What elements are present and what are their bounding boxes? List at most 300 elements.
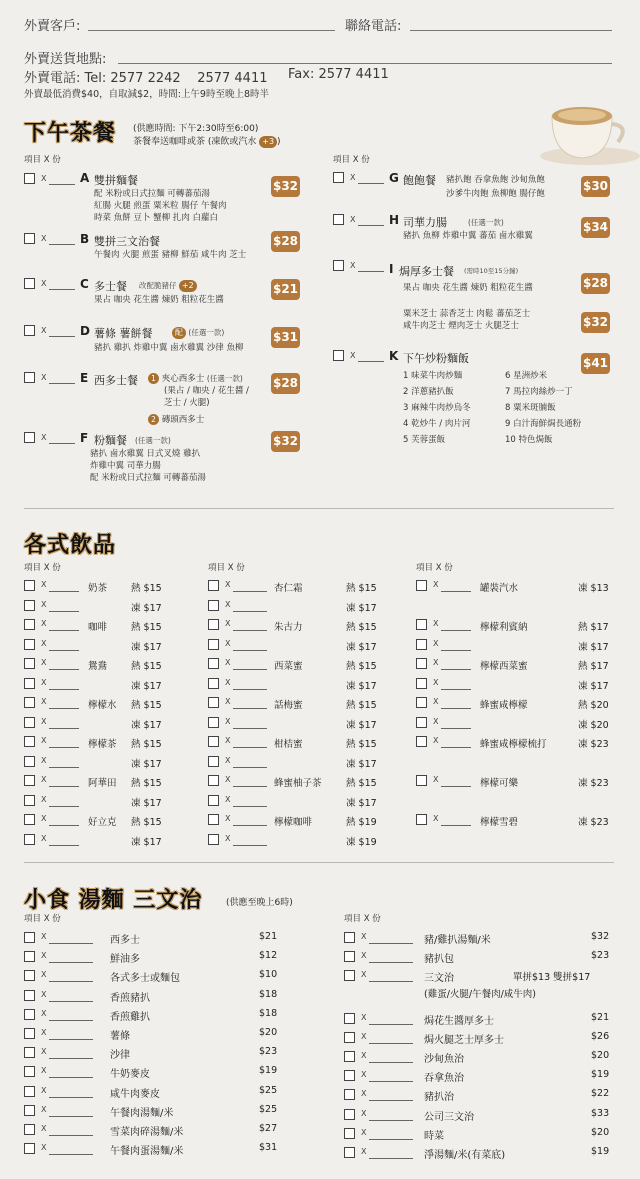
snack-name: 午餐肉蛋湯麵/米 — [110, 1146, 184, 1158]
snack-name: 淨湯麵/米(有菜底) — [424, 1150, 506, 1162]
qty-field[interactable] — [233, 845, 267, 846]
price-badge: $34 — [581, 217, 610, 238]
qty-field[interactable] — [49, 962, 93, 963]
drinks-colhead-3: 項目 X 份 — [416, 563, 453, 573]
qty-field[interactable] — [441, 689, 471, 690]
checkbox[interactable] — [416, 639, 427, 650]
checkbox[interactable] — [344, 1089, 355, 1100]
checkbox[interactable] — [344, 1013, 355, 1024]
qty-field[interactable] — [233, 825, 267, 826]
section-divider — [24, 508, 614, 509]
fax-line: Fax: 2577 4411 — [288, 67, 389, 82]
x-mark: X — [41, 833, 47, 843]
min-line: 外賣最低消費$40，自取減$2，時間:上午9時至晚上8時半 — [24, 89, 270, 100]
x-mark: X — [225, 599, 231, 609]
checkbox[interactable] — [24, 639, 35, 650]
checkbox[interactable] — [416, 717, 427, 728]
x-mark: X — [225, 638, 231, 648]
price-badge: $32 — [271, 176, 300, 197]
snack-name: 西多士 — [110, 935, 140, 946]
x-mark: X — [433, 775, 439, 784]
drink-name: 蜂蜜咸檸檬 — [480, 700, 528, 711]
checkbox[interactable] — [208, 775, 219, 786]
snacks-section-title: 小食 湯麵 三文治 — [24, 887, 203, 913]
item-name: 飽飽餐 — [403, 174, 436, 187]
qty-field[interactable] — [233, 728, 267, 729]
item-letter: K — [389, 349, 399, 363]
x-mark: X — [433, 716, 439, 726]
qty-field[interactable] — [49, 943, 93, 944]
drink-name: 朱古力 — [274, 622, 303, 633]
checkbox[interactable] — [24, 932, 35, 943]
snack-price: $20 — [259, 1027, 278, 1038]
x-mark: X — [225, 619, 231, 628]
x-mark: X — [433, 580, 439, 589]
x-mark: X — [41, 580, 47, 589]
snack-name: 沙律 — [110, 1050, 130, 1062]
qty-field[interactable] — [49, 806, 79, 807]
drink-price: 熱 $15 — [346, 583, 377, 594]
x-mark: X — [41, 1143, 47, 1153]
x-mark: X — [41, 1085, 47, 1095]
drink-name: 好立克 — [88, 817, 117, 828]
qty-field[interactable] — [441, 825, 471, 826]
checkbox[interactable] — [416, 658, 427, 669]
checkbox[interactable] — [344, 951, 355, 962]
qty-field[interactable] — [233, 650, 267, 651]
item-sub: 豬扒 魚柳 炸雞中翼 蕃茄 鹵水雞翼 — [403, 231, 533, 241]
checkbox[interactable] — [24, 580, 35, 591]
drink-price: 凍 $20 — [578, 719, 609, 731]
tea-drink-note: 茶餐奉送咖啡或茶 (凍飲或汽水 +3 ) — [133, 136, 281, 147]
drink-price: 凍 $17 — [578, 641, 609, 653]
x-mark: X — [41, 677, 47, 687]
drink-name: 檸檬茶 — [88, 739, 117, 750]
snack-name: 咸牛肉麥皮 — [110, 1088, 160, 1100]
checkbox[interactable] — [24, 278, 35, 289]
x-mark: X — [361, 1127, 367, 1137]
qty-field[interactable] — [49, 591, 79, 592]
checkbox[interactable] — [208, 795, 219, 806]
drink-price: 凍 $17 — [346, 758, 377, 770]
snack-price: $25 — [259, 1084, 278, 1096]
price-badge: $28 — [271, 231, 300, 252]
qty-field[interactable] — [233, 767, 267, 768]
qty-field[interactable] — [49, 708, 79, 709]
list-item: 3 麻辣牛肉炒烏冬 — [403, 403, 471, 413]
price-badge: $41 — [581, 353, 610, 374]
checkbox[interactable] — [344, 1109, 355, 1120]
checkbox[interactable] — [208, 678, 219, 689]
qty-field[interactable] — [49, 1020, 93, 1021]
qty-field[interactable] — [441, 786, 471, 787]
checkbox[interactable] — [208, 756, 219, 767]
drink-name: 咖啡 — [88, 622, 108, 633]
checkbox[interactable] — [24, 970, 35, 981]
list-item: 2 洋蔥豬扒飯 — [403, 387, 454, 397]
qty-field[interactable] — [49, 650, 79, 651]
checkbox[interactable] — [333, 260, 344, 271]
qty-field[interactable] — [49, 289, 75, 290]
qty-field[interactable] — [441, 669, 471, 670]
checkbox[interactable] — [24, 1028, 35, 1039]
snack-price: $32 — [591, 931, 610, 942]
qty-field[interactable] — [49, 336, 75, 337]
checkbox[interactable] — [208, 736, 219, 747]
checkbox[interactable] — [24, 233, 35, 244]
price-badge: $28 — [271, 373, 300, 394]
address-field[interactable] — [118, 63, 612, 64]
x-mark: X — [350, 215, 356, 224]
item-sub: 配 米粉或日式拉麵 可轉蕃茄湯 — [90, 473, 206, 483]
qty-field[interactable] — [49, 981, 93, 982]
checkbox[interactable] — [208, 814, 219, 825]
qty-field[interactable] — [369, 1081, 413, 1082]
item-sub: 粟米芝士 蒜香芝士 肉鬆 蕃茄芝士 — [403, 309, 531, 319]
x-mark: X — [41, 326, 47, 335]
checkbox[interactable] — [344, 1051, 355, 1062]
snack-price: $12 — [259, 950, 278, 962]
qty-field[interactable] — [369, 943, 413, 944]
x-mark: X — [361, 1108, 367, 1118]
qty-field[interactable] — [49, 786, 79, 787]
checkbox[interactable] — [416, 697, 427, 708]
qty-field[interactable] — [49, 845, 79, 846]
item-name: 雙拼麵餐 — [94, 174, 138, 187]
price-badge: $32 — [271, 431, 300, 452]
qty-field[interactable] — [441, 747, 471, 748]
qty-field[interactable] — [49, 1058, 93, 1059]
coffee-cup-icon — [532, 98, 640, 168]
qty-field[interactable] — [49, 1077, 93, 1078]
drink-name: 蜂蜜咸檸檬梳打 — [480, 739, 547, 750]
x-mark: X — [433, 619, 439, 628]
drink-name: 罐裝汽水 — [480, 583, 519, 594]
checkbox[interactable] — [208, 697, 219, 708]
list-item: 1 味菜牛肉炒麵 — [403, 371, 463, 381]
drink-price: 凍 $17 — [131, 758, 162, 770]
checkbox[interactable] — [24, 1086, 35, 1097]
drink-price: 凍 $17 — [131, 797, 162, 809]
checkbox[interactable] — [24, 619, 35, 630]
snack-price: $21 — [591, 1011, 610, 1023]
qty-field[interactable] — [441, 630, 471, 631]
x-mark: X — [350, 351, 356, 360]
list-item: 5 芙蓉蛋飯 — [403, 435, 446, 445]
x-mark: X — [41, 775, 47, 784]
qty-field[interactable] — [49, 689, 79, 690]
drink-price: 凍 $17 — [578, 680, 609, 692]
qty-field[interactable] — [358, 225, 384, 226]
checkbox[interactable] — [24, 834, 35, 845]
item-sub: 炸雞中翼 司華力腸 — [90, 461, 161, 471]
snack-price: $18 — [259, 1007, 278, 1019]
list-item: 9 白汁海鮮焗長通粉 — [505, 419, 582, 429]
qty-field[interactable] — [49, 747, 79, 748]
snacks-hours: (供應至晚上6時) — [226, 898, 293, 908]
qty-field[interactable] — [49, 1154, 93, 1155]
qty-field[interactable] — [49, 1039, 93, 1040]
checkbox[interactable] — [208, 639, 219, 650]
x-mark: X — [361, 932, 367, 941]
qty-field[interactable] — [233, 786, 267, 787]
checkbox[interactable] — [416, 619, 427, 630]
x-mark: X — [433, 736, 439, 745]
checkbox[interactable] — [24, 600, 35, 611]
drink-name: 柑桔蜜 — [274, 739, 303, 750]
snack-sub: (雞蛋/火腿/午餐肉/咸牛肉) — [424, 988, 537, 1000]
qty-field[interactable] — [49, 1097, 93, 1098]
item-name: 薯條 薯餅餐 — [94, 327, 153, 340]
checkbox[interactable] — [344, 1070, 355, 1081]
snack-name: 香煎雞扒 — [110, 1011, 150, 1023]
x-mark: X — [433, 814, 439, 823]
qty-field[interactable] — [49, 244, 75, 245]
checkbox[interactable] — [24, 1124, 35, 1135]
qty-field[interactable] — [369, 981, 413, 982]
qty-field[interactable] — [233, 669, 267, 670]
qty-field[interactable] — [233, 630, 267, 631]
item-sub: 時菜 魚餅 豆卜 蟹柳 扎肉 白蘿白 — [94, 213, 219, 223]
item-sub: 果占 咖央 花生醬 煉奶 粗粒花生醬 — [94, 295, 224, 305]
x-mark: X — [41, 174, 47, 183]
item-letter: B — [80, 232, 90, 246]
checkbox[interactable] — [24, 372, 35, 383]
checkbox[interactable] — [208, 580, 219, 591]
drink-name: 話梅蜜 — [274, 700, 303, 711]
qty-field[interactable] — [49, 611, 79, 612]
item-name: 司華力腸 — [403, 216, 447, 229]
checkbox[interactable] — [24, 775, 35, 786]
x-mark: X — [41, 697, 47, 706]
item-sub: 豬扒 雞扒 炸雞中翼 鹵水雞翼 沙律 魚柳 — [94, 343, 244, 353]
drink-price: 凍 $17 — [346, 719, 377, 731]
drink-price: 熱 $15 — [131, 739, 162, 750]
x-mark: X — [361, 1012, 367, 1022]
drink-price: 熱 $15 — [131, 700, 162, 711]
checkbox[interactable] — [24, 173, 35, 184]
x-mark: X — [41, 279, 47, 288]
checkbox[interactable] — [333, 172, 344, 183]
x-mark: X — [41, 1028, 47, 1037]
snack-name: 雪菜肉碎湯麵/米 — [110, 1127, 184, 1138]
drink-name: 奶茶 — [88, 583, 108, 594]
qty-field[interactable] — [233, 747, 267, 748]
x-mark: X — [41, 814, 47, 823]
section-divider — [24, 862, 614, 863]
x-mark: X — [225, 775, 231, 784]
checkbox[interactable] — [416, 678, 427, 689]
price-badge: $32 — [581, 312, 610, 333]
list-item: 7 馬拉肉絲炒一丁 — [505, 387, 573, 397]
checkbox[interactable] — [24, 814, 35, 825]
x-mark: X — [225, 716, 231, 726]
qty-field[interactable] — [233, 591, 267, 592]
x-mark: X — [433, 677, 439, 687]
drink-price: 凍 $23 — [578, 817, 609, 828]
item-letter: G — [389, 171, 399, 185]
snack-price: $31 — [259, 1142, 278, 1154]
snack-price: $21 — [259, 931, 278, 942]
snack-price: $19 — [591, 1069, 610, 1081]
qty-field[interactable] — [49, 1001, 93, 1002]
checkbox[interactable] — [24, 1143, 35, 1154]
checkbox[interactable] — [344, 932, 355, 943]
snack-name: 鮮油多 — [110, 954, 140, 966]
qty-field[interactable] — [49, 1135, 93, 1136]
item-sub: 沙爹牛肉飽 魚柳飽 腸仔飽 — [446, 189, 545, 199]
qty-field[interactable] — [49, 630, 79, 631]
x-mark: X — [41, 599, 47, 609]
drink-price: 熱 $17 — [578, 622, 609, 633]
drink-price: 凍 $23 — [578, 739, 609, 750]
checkbox[interactable] — [24, 951, 35, 962]
qty-field[interactable] — [441, 728, 471, 729]
snack-price: $22 — [591, 1088, 610, 1100]
checkbox[interactable] — [416, 736, 427, 747]
snack-price: $25 — [259, 1103, 278, 1115]
snack-name: 各式多士或麵包 — [110, 973, 180, 985]
checkbox[interactable] — [208, 717, 219, 728]
checkbox[interactable] — [24, 1105, 35, 1116]
checkbox[interactable] — [344, 970, 355, 981]
snack-name: 沙甸魚治 — [424, 1054, 464, 1066]
checkbox[interactable] — [24, 697, 35, 708]
x-mark: X — [361, 951, 367, 961]
checkbox[interactable] — [208, 658, 219, 669]
x-mark: X — [225, 736, 231, 745]
drink-name: 鴛鴦 — [88, 661, 108, 672]
checkbox[interactable] — [24, 432, 35, 443]
list-item: 10 特色焗飯 — [505, 435, 553, 445]
checkbox[interactable] — [344, 1147, 355, 1158]
snack-name: 薯條 — [110, 1031, 130, 1042]
qty-field[interactable] — [233, 806, 267, 807]
checkbox[interactable] — [24, 678, 35, 689]
item-extra: 改配脆豬仔 +2 — [139, 280, 197, 292]
item-name: 焗厚多士餐 — [399, 265, 454, 278]
checkbox[interactable] — [24, 325, 35, 336]
qty-field[interactable] — [369, 1139, 413, 1140]
qty-field[interactable] — [49, 825, 79, 826]
checkbox[interactable] — [24, 736, 35, 747]
x-mark: X — [225, 697, 231, 706]
checkbox[interactable] — [416, 580, 427, 591]
qty-field[interactable] — [49, 443, 75, 444]
qty-field[interactable] — [358, 361, 384, 362]
x-mark: X — [361, 1089, 367, 1099]
qty-field[interactable] — [369, 1062, 413, 1063]
qty-field[interactable] — [49, 767, 79, 768]
drink-name: 檸檬可樂 — [480, 778, 519, 789]
checkbox[interactable] — [24, 990, 35, 1001]
checkbox[interactable] — [24, 717, 35, 728]
snack-price: $20 — [591, 1050, 610, 1062]
checkbox[interactable] — [333, 350, 344, 361]
with-badge: 配 — [172, 327, 186, 339]
qty-field[interactable] — [369, 1100, 413, 1101]
drink-price: 熱 $15 — [346, 778, 377, 789]
x-mark: X — [41, 658, 47, 667]
item-extra: (需時10至15分鐘) — [464, 267, 519, 275]
drink-price: 熱 $15 — [131, 661, 162, 672]
checkbox[interactable] — [24, 1066, 35, 1077]
item-sub: 午餐肉 火腿 煎蛋 豬柳 鮮茄 咸牛肉 芝士 — [94, 250, 247, 260]
qty-field[interactable] — [233, 611, 267, 612]
phone-field[interactable] — [410, 30, 612, 31]
checkbox[interactable] — [333, 214, 344, 225]
checkbox[interactable] — [208, 834, 219, 845]
x-mark: X — [41, 1104, 47, 1114]
qty-field[interactable] — [369, 1043, 413, 1044]
checkbox[interactable] — [344, 1128, 355, 1139]
x-mark: X — [433, 658, 439, 667]
x-mark: X — [41, 373, 47, 382]
item-letter: C — [80, 277, 89, 291]
drink-name: 西菜蜜 — [274, 661, 303, 672]
drink-price: 凍 $17 — [131, 836, 162, 848]
snack-price: 單拼$13 雙拼$17 — [513, 972, 591, 984]
checkbox[interactable] — [416, 814, 427, 825]
qty-field[interactable] — [441, 650, 471, 651]
qty-field[interactable] — [441, 591, 471, 592]
qty-field[interactable] — [233, 708, 267, 709]
drink-name: 蜂蜜柚子茶 — [274, 778, 322, 789]
checkbox[interactable] — [208, 619, 219, 630]
qty-field[interactable] — [369, 1024, 413, 1025]
checkbox[interactable] — [24, 1047, 35, 1058]
snack-name: 牛奶麥皮 — [110, 1069, 150, 1081]
item-letter: F — [80, 431, 89, 445]
snack-price: $19 — [259, 1065, 278, 1077]
x-mark: X — [225, 814, 231, 823]
qty-field[interactable] — [441, 708, 471, 709]
qty-field[interactable] — [49, 383, 75, 384]
qty-field[interactable] — [49, 1116, 93, 1117]
qty-field[interactable] — [49, 669, 79, 670]
qty-field[interactable] — [49, 728, 79, 729]
item-name: 下午炒粉麵飯 — [403, 352, 469, 365]
qty-field[interactable] — [233, 689, 267, 690]
drink-price: 熱 $15 — [346, 700, 377, 711]
checkbox[interactable] — [208, 600, 219, 611]
drink-price: 凍 $17 — [346, 797, 377, 809]
snack-name: 焗花生醬厚多士 — [424, 1015, 494, 1027]
x-mark: X — [361, 1070, 367, 1080]
x-mark: X — [41, 638, 47, 648]
checkbox[interactable] — [24, 1009, 35, 1020]
checkbox[interactable] — [24, 756, 35, 767]
qty-field[interactable] — [358, 271, 384, 272]
checkbox[interactable] — [24, 795, 35, 806]
qty-field[interactable] — [369, 1120, 413, 1121]
customer-field[interactable] — [88, 30, 335, 31]
qty-field[interactable] — [369, 962, 413, 963]
qty-field[interactable] — [49, 184, 75, 185]
checkbox[interactable] — [416, 775, 427, 786]
checkbox[interactable] — [344, 1032, 355, 1043]
item-letter: D — [80, 324, 90, 338]
x-mark: X — [433, 697, 439, 706]
drink-price: 熱 $15 — [346, 739, 377, 750]
qty-field[interactable] — [358, 183, 384, 184]
snack-name: 香煎豬扒 — [110, 992, 150, 1004]
drink-price: 凍 $13 — [578, 583, 609, 594]
checkbox[interactable] — [24, 658, 35, 669]
qty-field[interactable] — [369, 1158, 413, 1159]
item-letter: I — [389, 262, 394, 276]
item-sub: 芝士 / 火腿) — [164, 398, 210, 408]
